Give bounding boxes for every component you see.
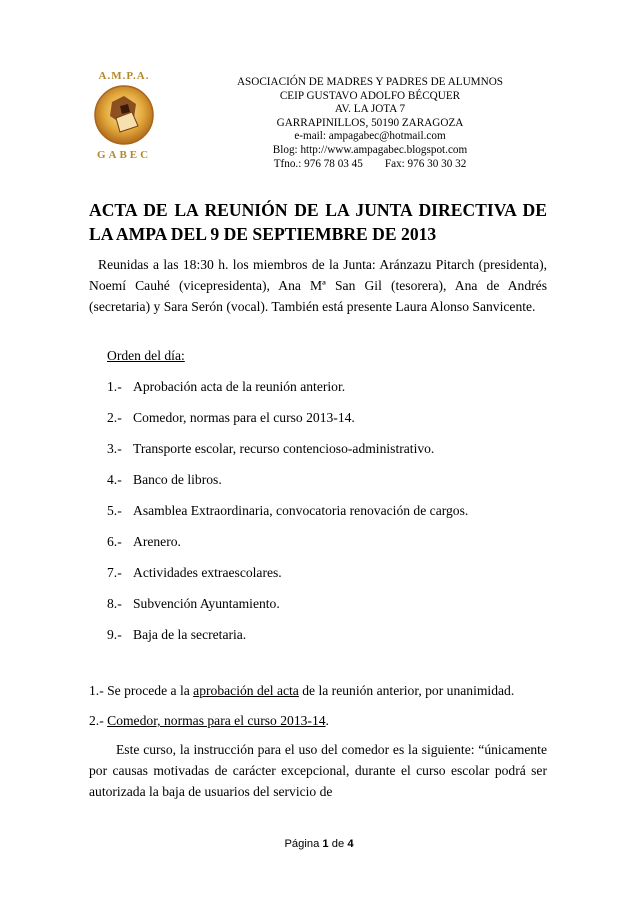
agenda-item <box>107 408 468 439</box>
agenda-item-text: Transporte escolar, recurso contencioso-administrativo. <box>133 441 435 456</box>
header-contact-line <box>180 158 560 172</box>
agenda-item <box>107 501 468 532</box>
agenda-item <box>107 532 468 563</box>
association-header <box>180 76 560 171</box>
footer-of-label: de <box>331 838 345 850</box>
agenda-item <box>107 377 468 408</box>
agenda-item-number: 2.- <box>107 410 122 425</box>
header-city: GARRAPINILLOS, 50190 ZARAGOZA <box>276 116 464 129</box>
ampa-logo <box>88 70 160 162</box>
header-school-name: CEIP GUSTAVO ADOLFO BÉCQUER <box>279 89 461 102</box>
item2-body: Este curso, la instrucción para el uso del comedor es la siguiente: “únicamente por causas motivadas de carácter excepcional, durante el curso escolar podrá ser autorizada la baja de usuarios del servicio de <box>89 742 547 799</box>
item1-paragraph <box>89 680 547 701</box>
agenda-item-text: Comedor, normas para el curso 2013-14. <box>133 410 355 425</box>
logo-emblem-icon <box>94 84 154 146</box>
header-phone: Tfno.: 976 78 03 45 <box>273 157 363 170</box>
agenda-item-number: 1.- <box>107 379 122 394</box>
item2-suffix: . <box>325 713 329 728</box>
logo-top-text: A.M.P.A. <box>98 70 150 82</box>
agenda-item-number: 6.- <box>107 534 122 549</box>
agenda-item-number: 7.- <box>107 565 122 580</box>
footer-page-number: 1 <box>322 838 329 850</box>
footer-page-label: Página <box>284 838 320 850</box>
item1-topic: aprobación del acta <box>193 683 299 698</box>
agenda-item-number: 9.- <box>107 627 122 642</box>
agenda-item-text: Banco de libros. <box>133 472 222 487</box>
agenda-item <box>107 625 468 656</box>
agenda-item-number: 5.- <box>107 503 122 518</box>
agenda-item <box>107 439 468 470</box>
agenda-item-text: Subvención Ayuntamiento. <box>133 596 280 611</box>
agenda-item <box>107 563 468 594</box>
header-association-name: ASOCIACIÓN DE MADRES Y PADRES DE ALUMNOS <box>236 76 504 88</box>
header-blog: Blog: http://www.ampagabec.blogspot.com <box>272 143 468 156</box>
item2-prefix: 2.- <box>89 713 108 728</box>
page-footer <box>0 838 638 850</box>
item2-heading <box>89 710 547 731</box>
logo-bottom-text: GABEC <box>96 149 152 161</box>
agenda-item <box>107 470 468 501</box>
intro-paragraph: Reunidas a las 18:30 h. los miembros de la Junta: Aránzazu Pitarch (presidenta), Noemí Cauhé (vicepresidenta), Ana Mª San Gil (tesorera), Ana de Andrés (secretaria) y Sara Serón (vocal). También está presente Laura Alonso Sanvicente. <box>89 257 547 314</box>
agenda-item-text: Asamblea Extraordinaria, convocatoria renovación de cargos. <box>133 503 469 518</box>
header-fax: Fax: 976 30 30 32 <box>384 157 467 170</box>
agenda-item-text: Aprobación acta de la reunión anterior. <box>133 379 346 394</box>
item2-topic: Comedor, normas para el curso 2013-14 <box>107 713 326 728</box>
minutes-section <box>89 680 547 802</box>
document-title: ACTA DE LA REUNIÓN DE LA JUNTA DIRECTIVA DE LA AMPA DEL 9 DE SEPTIEMBRE DE 2013 <box>89 200 547 244</box>
agenda-title: Orden del día: <box>107 348 185 363</box>
agenda-item-number: 3.- <box>107 441 122 456</box>
item1-prefix: 1.- Se procede a la <box>89 683 194 698</box>
agenda-item-text: Arenero. <box>133 534 181 549</box>
header-street: AV. LA JOTA 7 <box>334 103 406 116</box>
agenda-item-text: Actividades extraescolares. <box>133 565 282 580</box>
agenda-item-number: 8.- <box>107 596 122 611</box>
document-body <box>89 198 547 317</box>
agenda-list <box>107 377 468 656</box>
agenda-item <box>107 594 468 625</box>
agenda-item-text: Baja de la secretaria. <box>133 627 247 642</box>
header-email: e-mail: ampagabec@hotmail.com <box>294 130 446 143</box>
footer-page-total: 4 <box>347 838 354 850</box>
item1-suffix: de la reunión anterior, por unanimidad. <box>298 683 515 698</box>
agenda-item-number: 4.- <box>107 472 122 487</box>
